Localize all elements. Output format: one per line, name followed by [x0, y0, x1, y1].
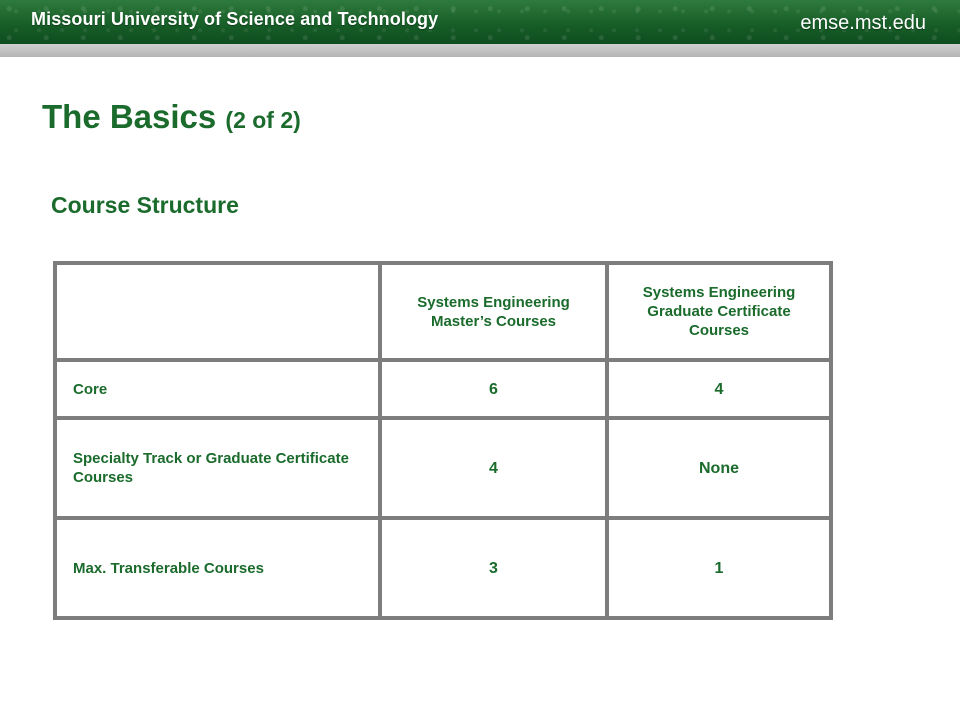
certificate-value: 1: [607, 518, 831, 618]
section-heading: Course Structure: [51, 192, 239, 218]
table-row: [55, 418, 831, 518]
table-row: [55, 360, 831, 418]
certificate-value: None: [607, 418, 831, 518]
masters-value: 4: [380, 418, 607, 518]
table-row: [55, 518, 831, 618]
row-label: Max. Transferable Courses: [55, 518, 380, 618]
slide-title-main: The Basics: [42, 98, 217, 135]
masters-value: 6: [380, 360, 607, 418]
table-header-certificate: Systems Engineering Graduate Certificate Courses: [607, 263, 831, 360]
course-structure-table: [53, 261, 833, 620]
table-header-row: [55, 263, 831, 360]
certificate-value: 4: [607, 360, 831, 418]
university-name: Missouri University of Science and Technology: [31, 9, 439, 29]
site-url[interactable]: emse.mst.edu: [800, 12, 926, 34]
header-divider: [0, 44, 960, 57]
slide-title-suffix: (2 of 2): [225, 107, 301, 133]
header-banner: [0, 0, 960, 44]
slide-title: [42, 98, 301, 136]
table-header-cell-empty: [55, 263, 380, 360]
masters-value: 3: [380, 518, 607, 618]
row-label: Core: [55, 360, 380, 418]
table-header-masters: Systems Engineering Master’s Courses: [380, 263, 607, 360]
row-label: Specialty Track or Graduate Certificate Courses: [55, 418, 380, 518]
